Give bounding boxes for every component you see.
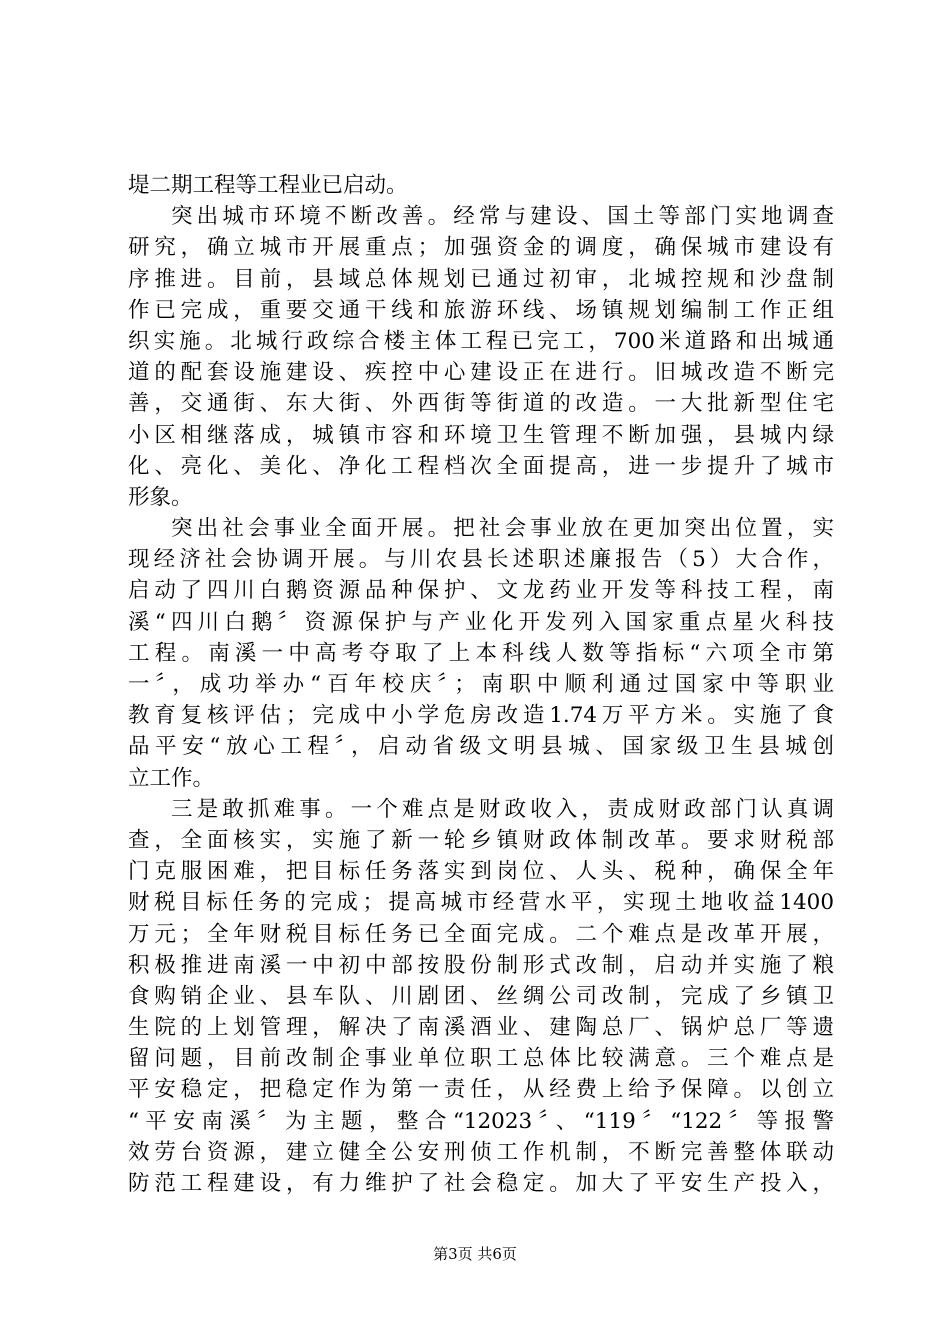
text-line: 序推进。目前，县域总体规划已通过初审，北城控规和沙盘制 — [128, 266, 834, 292]
text-line: 积极推进南溪一中初中部按股份制形式改制，启动并实施了粮 — [128, 952, 834, 978]
text-line: 查，全面核实，实施了新一轮乡镇财政体制改革。要求财税部 — [128, 827, 834, 853]
text-line: 启动了四川白鹅资源品种保护、文龙药业开发等科技工程，南 — [128, 578, 834, 604]
text-line: 一〞，成功举办“百年校庆〞；南职中顺利通过国家中等职业 — [128, 672, 834, 697]
text-line: 道的配套设施建设、疾控中心建设正在进行。旧城改造不断完 — [128, 360, 834, 386]
paragraph-first-line: 突出城市环境不断改善。经常与建设、国土等部门实地调查 — [171, 204, 834, 230]
text-line: 留问题，目前改制企事业单位职工总体比较满意。三个难点是 — [128, 1046, 834, 1072]
text-line: 品平安“放心工程〞，启动省级文明县城、国家级卫生县城创 — [128, 734, 834, 760]
text-line: 工程。南溪一中高考夺取了上本科线人数等指标“六项全市第 — [128, 640, 834, 666]
text-line: 现经济社会协调开展。与川农县长述职述廉报告（5）大合作， — [128, 547, 834, 573]
text-line: 防范工程建设，有力维护了社会稳定。加大了平安生产投入， — [128, 1171, 834, 1196]
text-line: “平安南溪〞为主题，整合“12023〞、“119〞“122〞等报警 — [128, 1108, 834, 1134]
page-number-footer: 第3页 共6页 — [433, 1245, 517, 1263]
text-line: 小区相继落成，城镇市容和环境卫生管理不断加强，县城内绿 — [128, 422, 834, 448]
text-line: 形象。 — [128, 484, 193, 510]
text-line: 财税目标任务的完成；提高城市经营水平，实现土地收益1400 — [128, 890, 834, 916]
text-line: 织实施。北城行政综合楼主体工程已完工，700米道路和出城通 — [128, 328, 834, 354]
text-line: 作已完成，重要交通干线和旅游环线、场镇规划编制工作正组 — [128, 297, 834, 323]
text-line: 食购销企业、县车队、川剧团、丝绸公司改制，完成了乡镇卫 — [128, 983, 834, 1009]
text-line: 平安稳定，把稳定作为第一责任，从经费上给予保障。以创立 — [128, 1077, 834, 1103]
text-line: 门克服困难，把目标任务落实到岗位、人头、税种，确保全年 — [128, 859, 834, 885]
text-line: 效劳台资源，建立健全公安刑侦工作机制，不断完善整体联动 — [128, 1139, 834, 1165]
text-line: 立工作。 — [128, 765, 215, 791]
text-line: 堤二期工程等工程业已启动。 — [128, 173, 408, 198]
paragraph-first-line: 突出社会事业全面开展。把社会事业放在更加突出位置，实 — [171, 516, 834, 542]
text-line: 生院的上划管理，解决了南溪酒业、建陶总厂、锅炉总厂等遗 — [128, 1015, 834, 1041]
paragraph-first-line: 三是敢抓难事。一个难点是财政收入，责成财政部门认真调 — [171, 796, 834, 822]
text-line: 善，交通街、东大街、外西街等街道的改造。一大批新型住宅 — [128, 391, 834, 417]
text-line: 溪“四川白鹅〞资源保护与产业化开发列入国家重点星火科技 — [128, 609, 834, 635]
text-line: 研究，确立城市开展重点；加强资金的调度，确保城市建设有 — [128, 235, 834, 261]
text-line: 教育复核评估；完成中小学危房改造1.74万平方米。实施了食 — [128, 703, 834, 729]
text-line: 万元；全年财税目标任务已全面完成。二个难点是改革开展， — [128, 921, 834, 947]
text-line: 化、亮化、美化、净化工程档次全面提高，进一步提升了城市 — [128, 453, 834, 479]
document-body — [128, 170, 834, 1199]
